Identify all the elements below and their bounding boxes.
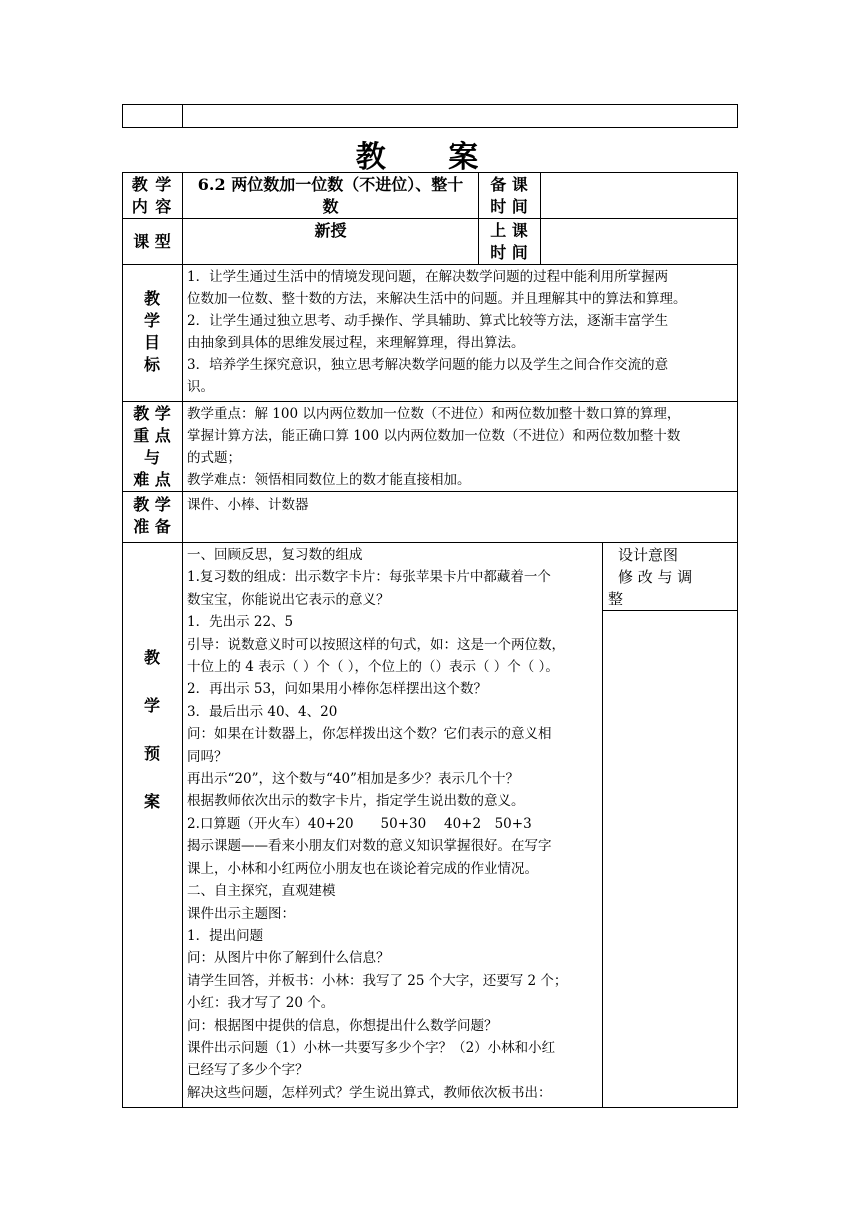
plan-line: 请学生回答，并板书：小林：我写了 25 个大字，还要写 2 个； — [187, 972, 568, 989]
plan-line: 课上，小林和小红两位小朋友也在谈论着完成的作业情况。 — [187, 860, 538, 877]
plan-line: 课件出示主题图： — [187, 905, 295, 922]
design-intent-header: 设计意图 修 改 与 调 整 — [608, 546, 693, 608]
plan-side-divider — [602, 542, 603, 1108]
content-label: 教 学 内 容 — [131, 175, 173, 216]
class-type-label: 课 型 — [133, 232, 171, 251]
plan-line: 十位上的 4 表示（ ）个（ ），个位上的（）表示（ ）个（ ）。 — [187, 659, 559, 676]
plan-line: 解决这些问题，怎样列式？学生说出算式，教师依次板书出： — [187, 1084, 552, 1101]
plan-line: 2．再出示 53，问如果用小棒你怎样摆出这个数？ — [187, 681, 488, 698]
plan-line: 3．最后出示 40、4、20 — [187, 703, 338, 720]
prep-time-field — [541, 173, 737, 217]
plan-line: 1．先出示 22、5 — [187, 614, 294, 631]
plan-line: 数宝宝，你能说出它表示的意义？ — [187, 591, 390, 608]
plan-line: 问：从图片中你了解到什么信息？ — [187, 950, 390, 967]
key-points-label: 教 学 重 点 与 难 点 — [133, 404, 171, 489]
plan-text — [187, 544, 599, 1104]
prep-time-label: 备 课 时 间 — [490, 175, 528, 216]
side-header-divider — [602, 610, 738, 611]
plan-line: 再出示“20”，这个数与“40”相加是多少？表示几个十？ — [187, 771, 519, 788]
goals-text: 1．让学生通过生活中的情境发现问题，在解决数学问题的过程中能利用所掌握两 位数加一位数、整十数的方法，来解决生活中的问题。并且理解其中的算法和算理。 2．让学生通过独立思考、动手操作、学具辅助、算式比较等方法，逐渐丰富学生 由抽象到具体的思维发展过程，来理解算理，得出算法。 3．培养学生探究意识，独立思考解决数学问题的能力以及学生之间合作交流的意 识。 — [187, 269, 687, 395]
plan-line: 已经写了多少个字？ — [187, 1062, 309, 1079]
class-type-value: 新授 — [314, 221, 347, 240]
plan-line: 二、自主探究，直观建模 — [187, 883, 336, 900]
plan-line: 问：根据图中提供的信息，你想提出什么数学问题？ — [187, 1017, 498, 1034]
goals-label: 教 学 目 标 — [143, 289, 160, 374]
plan-line: 揭示课题——看来小朋友们对数的意义知识掌握很好。在写字 — [187, 838, 552, 855]
plan-line: 一、回顾反思，复习数的组成 — [187, 547, 363, 563]
top-header-table — [122, 104, 738, 128]
plan-line: 1．提出问题 — [187, 927, 264, 944]
row-divider-4 — [122, 491, 738, 492]
plan-line: 课件出示问题（1）小林一共要写多少个字？（2）小林和小红 — [187, 1039, 556, 1056]
prep-label: 教 学 准 备 — [133, 495, 171, 536]
plan-label: 教 学 预 案 — [143, 648, 160, 811]
content-value: 6.2 两位数加一位数（不进位）、整十 数 — [197, 175, 464, 216]
page-title: 教 案 — [355, 140, 505, 175]
plan-line: 问：如果在计数器上，你怎样拨出这个数？它们表示的意义相 — [187, 726, 552, 743]
row-divider-5 — [122, 542, 738, 543]
top-header-divider — [182, 104, 183, 128]
plan-line: 小红：我才写了 20 个。 — [187, 995, 335, 1012]
plan-line: 同吗？ — [187, 748, 228, 765]
plan-line: 1.复习数的组成：出示数字卡片：每张苹果卡片中都藏着一个 — [187, 569, 551, 586]
row-divider-3 — [122, 401, 738, 402]
plan-line: 根据教师依次出示的数字卡片，指定学生说出数的意义。 — [187, 793, 525, 810]
row-divider-2 — [122, 264, 738, 265]
class-time-field — [541, 219, 737, 263]
plan-line: 2.口算题（开火车）40+20 50+30 40+2 50+3 — [187, 815, 532, 832]
prep-text: 课件、小棒、计数器 — [187, 497, 309, 513]
class-time-label: 上 课 时 间 — [490, 221, 528, 262]
key-points-text: 教学重点：解 100 以内两位数加一位数（不进位）和两位数加整十数口算的算理， 掌握计算方法，能正确口算 100 以内两位数加一位数（不进位）和两位数加整十数 的式题； 教学难点：领悟相同数位上的数才能直接相加。 — [187, 406, 681, 488]
label-column-divider — [182, 172, 183, 1108]
plan-line: 引导：说数意义时可以按照这样的句式，如：这是一个两位数， — [187, 636, 565, 653]
